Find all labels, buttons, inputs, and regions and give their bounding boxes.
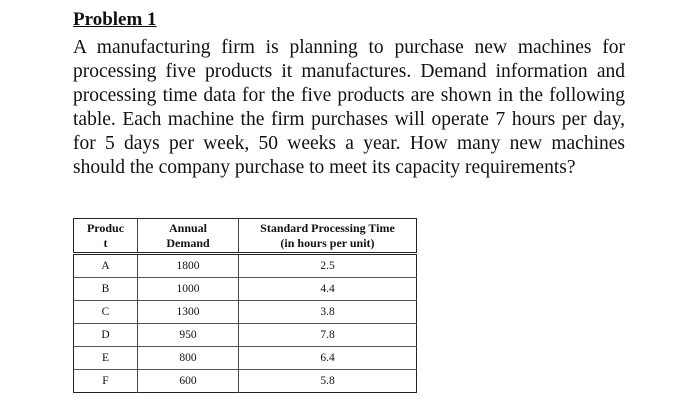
table-row [74, 278, 417, 301]
cell-product: E [74, 347, 138, 370]
table-row [74, 347, 417, 370]
demand-processing-table [73, 218, 417, 393]
header-time-line2: (in hours per unit) [280, 235, 375, 250]
table-header-row [74, 219, 417, 254]
cell-time: 2.5 [239, 254, 417, 278]
header-product-line1: Produc [86, 220, 125, 235]
header-annual-demand [138, 219, 239, 254]
header-time-line1: Standard Processing Time [260, 220, 395, 235]
cell-time: 3.8 [239, 301, 417, 324]
header-product-line2: t [103, 235, 108, 250]
cell-demand: 800 [138, 347, 239, 370]
cell-time: 6.4 [239, 347, 417, 370]
cell-time: 7.8 [239, 324, 417, 347]
cell-product: D [74, 324, 138, 347]
cell-time: 5.8 [239, 370, 417, 393]
table-row [74, 324, 417, 347]
cell-time: 4.4 [239, 278, 417, 301]
cell-demand: 1800 [176, 260, 200, 272]
problem-statement: A manufacturing firm is planning to purchase new machines for processing five products it manufactures. Demand information and processing time data for the five products are shown in the following table. Each machine the firm purchases will operate 7 hours per day, for 5 days per week, 50 weeks a year. How many new machines should the company purchase to meet its capacity requirements? [73, 37, 625, 178]
header-processing-time [239, 219, 417, 254]
cell-demand: 1300 [138, 301, 239, 324]
table-row [74, 254, 417, 278]
table-row [74, 370, 417, 393]
header-demand-line1: Annual [168, 220, 208, 235]
cell-product: F [74, 370, 138, 393]
cell-product: C [74, 301, 138, 324]
table-row [74, 301, 417, 324]
header-product [74, 219, 138, 254]
cell-product: B [74, 278, 138, 301]
cell-product: A [74, 254, 138, 278]
header-demand-line2: Demand [166, 235, 210, 250]
cell-demand: 600 [138, 370, 239, 393]
problem-title: Problem 1 [73, 9, 157, 30]
cell-demand: 950 [138, 324, 239, 347]
cell-demand: 1000 [138, 278, 239, 301]
